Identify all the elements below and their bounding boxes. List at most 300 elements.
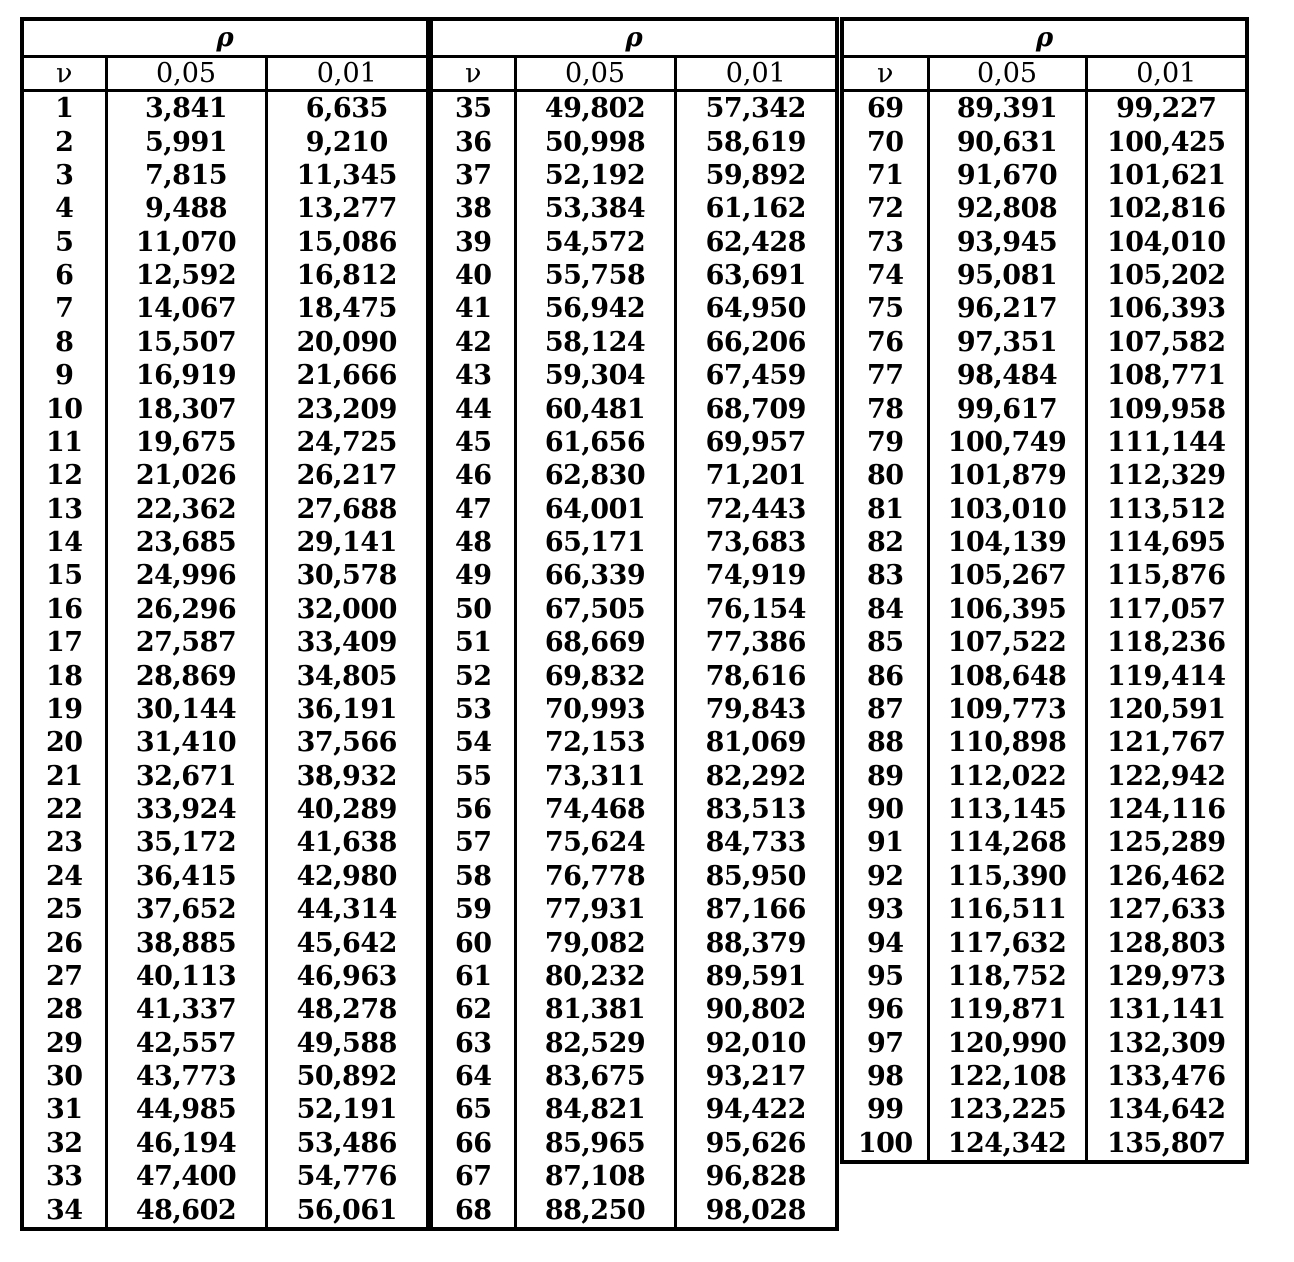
degrees-of-freedom-cell: 84	[866, 593, 904, 625]
degrees-of-freedom-cell: 94	[866, 927, 904, 959]
degrees-of-freedom-cell: 71	[866, 159, 904, 191]
table-row	[22, 459, 428, 492]
degrees-of-freedom-cell: 70	[866, 126, 904, 158]
p005-value-cell: 92,808	[928, 192, 1086, 225]
p005-value-cell: 58,124	[515, 326, 675, 359]
p005-value-cell: 64,001	[515, 493, 675, 526]
table-row	[842, 259, 1247, 292]
p001-value-cell: 85,950	[675, 860, 837, 893]
p001-value-cell: 90,802	[675, 993, 837, 1026]
degrees-of-freedom-cell: 19	[45, 693, 83, 725]
degrees-of-freedom-cell: 39	[454, 226, 492, 258]
table-row	[431, 893, 837, 926]
p001-value-cell: 41,638	[266, 826, 428, 859]
degrees-of-freedom-cell: 72	[866, 193, 904, 225]
table-row	[22, 359, 428, 392]
table-row	[431, 1093, 837, 1126]
degrees-of-freedom-cell: 8	[55, 326, 74, 358]
degrees-of-freedom-cell: 2	[55, 126, 74, 158]
p005-value-cell: 80,232	[515, 960, 675, 993]
p005-value-cell: 114,268	[928, 826, 1086, 859]
table-row	[842, 593, 1247, 626]
table-block-1	[20, 17, 430, 1231]
p001-value-cell: 49,588	[266, 1027, 428, 1060]
p005-value-cell: 40,113	[106, 960, 266, 993]
table-row	[22, 1127, 428, 1160]
p005-value-cell: 96,217	[928, 292, 1086, 325]
p005-value-cell: 68,669	[515, 626, 675, 659]
p005-value-cell: 105,267	[928, 559, 1086, 592]
p005-value-cell: 62,830	[515, 459, 675, 492]
degrees-of-freedom-cell: 23	[45, 827, 83, 859]
table-row	[842, 159, 1247, 192]
degrees-of-freedom-cell: 43	[454, 360, 492, 392]
p005-value-cell: 75,624	[515, 826, 675, 859]
p001-value-cell: 38,932	[266, 760, 428, 793]
table-row	[22, 760, 428, 793]
table-row	[842, 926, 1247, 959]
degrees-of-freedom-cell: 36	[454, 126, 492, 158]
degrees-of-freedom-cell: 9	[55, 360, 74, 392]
p005-value-cell: 43,773	[106, 1060, 266, 1093]
degrees-of-freedom-cell: 10	[45, 393, 83, 425]
table-row	[431, 1127, 837, 1160]
degrees-of-freedom-cell: 13	[45, 493, 83, 525]
p005-value-cell: 31,410	[106, 726, 266, 759]
degrees-of-freedom-cell: 85	[866, 627, 904, 659]
table-row	[842, 559, 1247, 592]
p001-value-cell: 88,379	[675, 926, 837, 959]
p001-value-cell: 134,642	[1086, 1093, 1247, 1126]
table-row	[842, 1027, 1247, 1060]
degrees-of-freedom-cell: 59	[454, 894, 492, 926]
p001-value-cell: 105,202	[1086, 259, 1247, 292]
p005-value-cell: 19,675	[106, 426, 266, 459]
p001-value-cell: 29,141	[266, 526, 428, 559]
table-row	[431, 626, 837, 659]
table-row	[842, 426, 1247, 459]
p005-value-cell: 81,381	[515, 993, 675, 1026]
degrees-of-freedom-cell: 32	[45, 1127, 83, 1159]
degrees-of-freedom-cell: 69	[866, 93, 904, 125]
table-row	[431, 493, 837, 526]
degrees-of-freedom-cell: 42	[454, 326, 492, 358]
p005-value-cell: 26,296	[106, 593, 266, 626]
table-row	[842, 1060, 1247, 1093]
p005-value-cell: 99,617	[928, 392, 1086, 425]
p005-value-cell: 85,965	[515, 1127, 675, 1160]
p005-value-cell: 18,307	[106, 392, 266, 425]
p001-value-cell: 122,942	[1086, 760, 1247, 793]
p001-value-cell: 59,892	[675, 159, 837, 192]
p001-value-cell: 23,209	[266, 392, 428, 425]
p001-value-cell: 77,386	[675, 626, 837, 659]
p005-value-cell: 123,225	[928, 1093, 1086, 1126]
p005-value-cell: 112,022	[928, 760, 1086, 793]
p001-value-cell: 53,486	[266, 1127, 428, 1160]
degrees-of-freedom-cell: 38	[454, 193, 492, 225]
p005-value-cell: 87,108	[515, 1160, 675, 1193]
degrees-of-freedom-cell: 66	[454, 1127, 492, 1159]
p001-value-cell: 129,973	[1086, 960, 1247, 993]
p005-value-cell: 52,192	[515, 159, 675, 192]
p005-value-cell: 91,670	[928, 159, 1086, 192]
degrees-of-freedom-cell: 1	[55, 93, 74, 125]
table-row	[431, 459, 837, 492]
p005-value-cell: 44,985	[106, 1093, 266, 1126]
p005-value-cell: 115,390	[928, 860, 1086, 893]
table-block-2	[429, 17, 839, 1231]
p001-column-header: 0,01	[1086, 57, 1247, 91]
table-row	[431, 392, 837, 425]
p001-value-cell: 61,162	[675, 192, 837, 225]
table-row	[842, 1093, 1247, 1126]
p005-value-cell: 93,945	[928, 226, 1086, 259]
p005-column-header: 0,05	[515, 57, 675, 91]
p001-value-cell: 73,683	[675, 526, 837, 559]
p001-value-cell: 63,691	[675, 259, 837, 292]
degrees-of-freedom-cell: 26	[45, 927, 83, 959]
degrees-of-freedom-cell: 95	[866, 960, 904, 992]
table-row	[842, 760, 1247, 793]
table-row	[22, 192, 428, 225]
p001-value-cell: 83,513	[675, 793, 837, 826]
p001-value-cell: 84,733	[675, 826, 837, 859]
p001-value-cell: 30,578	[266, 559, 428, 592]
rho-header: ρ	[22, 19, 428, 57]
p001-value-cell: 95,626	[675, 1127, 837, 1160]
degrees-of-freedom-cell: 62	[454, 994, 492, 1026]
table-row	[842, 726, 1247, 759]
p001-value-cell: 133,476	[1086, 1060, 1247, 1093]
p001-value-cell: 100,425	[1086, 125, 1247, 158]
p001-value-cell: 26,217	[266, 459, 428, 492]
degrees-of-freedom-cell: 55	[454, 760, 492, 792]
table-row	[842, 1127, 1247, 1162]
degrees-of-freedom-cell: 64	[454, 1061, 492, 1093]
p005-value-cell: 88,250	[515, 1193, 675, 1228]
nu-column-header: ν	[22, 57, 106, 91]
degrees-of-freedom-cell: 49	[454, 560, 492, 592]
p005-value-cell: 69,832	[515, 659, 675, 692]
degrees-of-freedom-cell: 16	[45, 593, 83, 625]
degrees-of-freedom-cell: 50	[454, 593, 492, 625]
degrees-of-freedom-cell: 15	[45, 560, 83, 592]
p001-value-cell: 79,843	[675, 693, 837, 726]
p005-value-cell: 82,529	[515, 1027, 675, 1060]
table-row	[22, 726, 428, 759]
p001-value-cell: 118,236	[1086, 626, 1247, 659]
p005-value-cell: 67,505	[515, 593, 675, 626]
table-row	[22, 659, 428, 692]
degrees-of-freedom-cell: 82	[866, 527, 904, 559]
degrees-of-freedom-cell: 46	[454, 460, 492, 492]
p001-value-cell: 107,582	[1086, 326, 1247, 359]
p005-value-cell: 41,337	[106, 993, 266, 1026]
table-row	[22, 326, 428, 359]
table-row	[22, 526, 428, 559]
p005-value-cell: 72,153	[515, 726, 675, 759]
table-row	[431, 860, 837, 893]
degrees-of-freedom-cell: 80	[866, 460, 904, 492]
p001-value-cell: 81,069	[675, 726, 837, 759]
p001-value-cell: 121,767	[1086, 726, 1247, 759]
table-row	[842, 893, 1247, 926]
p001-value-cell: 89,591	[675, 960, 837, 993]
degrees-of-freedom-cell: 7	[55, 293, 74, 325]
table-row	[431, 559, 837, 592]
table-row	[842, 459, 1247, 492]
p001-value-cell: 128,803	[1086, 926, 1247, 959]
degrees-of-freedom-cell: 6	[55, 260, 74, 292]
table-row	[431, 760, 837, 793]
degrees-of-freedom-cell: 63	[454, 1027, 492, 1059]
table-row	[431, 593, 837, 626]
table-row	[431, 326, 837, 359]
p005-value-cell: 113,145	[928, 793, 1086, 826]
p001-value-cell: 45,642	[266, 926, 428, 959]
table-row	[431, 292, 837, 325]
table-row	[22, 125, 428, 158]
p005-value-cell: 5,991	[106, 125, 266, 158]
p005-value-cell: 84,821	[515, 1093, 675, 1126]
p001-value-cell: 82,292	[675, 760, 837, 793]
table-row	[431, 192, 837, 225]
p001-value-cell: 40,289	[266, 793, 428, 826]
p001-value-cell: 78,616	[675, 659, 837, 692]
table-row	[431, 693, 837, 726]
table-row	[842, 125, 1247, 158]
p001-value-cell: 62,428	[675, 226, 837, 259]
p005-value-cell: 110,898	[928, 726, 1086, 759]
p001-value-cell: 13,277	[266, 192, 428, 225]
table-row	[22, 1093, 428, 1126]
nu-column-header: ν	[842, 57, 928, 91]
rho-header: ρ	[431, 19, 837, 57]
degrees-of-freedom-cell: 60	[454, 927, 492, 959]
p001-value-cell: 34,805	[266, 659, 428, 692]
degrees-of-freedom-cell: 25	[45, 894, 83, 926]
table-row	[22, 860, 428, 893]
degrees-of-freedom-cell: 47	[454, 493, 492, 525]
degrees-of-freedom-cell: 73	[866, 226, 904, 258]
table-row	[22, 493, 428, 526]
rho-header: ρ	[842, 19, 1247, 57]
p001-value-cell: 37,566	[266, 726, 428, 759]
p001-value-cell: 50,892	[266, 1060, 428, 1093]
degrees-of-freedom-cell: 35	[454, 93, 492, 125]
table-row	[431, 659, 837, 692]
degrees-of-freedom-cell: 96	[866, 994, 904, 1026]
degrees-of-freedom-cell: 44	[454, 393, 492, 425]
p005-value-cell: 28,869	[106, 659, 266, 692]
table-row	[431, 1060, 837, 1093]
table-row	[22, 292, 428, 325]
p001-value-cell: 9,210	[266, 125, 428, 158]
p005-value-cell: 76,778	[515, 860, 675, 893]
table-row	[842, 192, 1247, 225]
p005-value-cell: 77,931	[515, 893, 675, 926]
degrees-of-freedom-cell: 18	[45, 660, 83, 692]
p005-value-cell: 36,415	[106, 860, 266, 893]
p005-value-cell: 54,572	[515, 226, 675, 259]
p001-value-cell: 67,459	[675, 359, 837, 392]
p005-value-cell: 38,885	[106, 926, 266, 959]
p001-value-cell: 27,688	[266, 493, 428, 526]
table-row	[22, 1193, 428, 1228]
p005-value-cell: 95,081	[928, 259, 1086, 292]
p001-value-cell: 131,141	[1086, 993, 1247, 1026]
degrees-of-freedom-cell: 41	[454, 293, 492, 325]
degrees-of-freedom-cell: 31	[45, 1094, 83, 1126]
table-row	[431, 526, 837, 559]
degrees-of-freedom-cell: 68	[454, 1194, 492, 1226]
p005-value-cell: 46,194	[106, 1127, 266, 1160]
p005-value-cell: 50,998	[515, 125, 675, 158]
degrees-of-freedom-cell: 86	[866, 660, 904, 692]
degrees-of-freedom-cell: 20	[45, 727, 83, 759]
p005-value-cell: 56,942	[515, 292, 675, 325]
degrees-of-freedom-cell: 52	[454, 660, 492, 692]
p001-value-cell: 108,771	[1086, 359, 1247, 392]
degrees-of-freedom-cell: 56	[454, 794, 492, 826]
p005-column-header: 0,05	[106, 57, 266, 91]
table-row	[842, 359, 1247, 392]
p005-value-cell: 98,484	[928, 359, 1086, 392]
table-row	[431, 359, 837, 392]
table-row	[431, 226, 837, 259]
p001-value-cell: 109,958	[1086, 392, 1247, 425]
p005-value-cell: 27,587	[106, 626, 266, 659]
table-row	[842, 526, 1247, 559]
table-row	[842, 292, 1247, 325]
degrees-of-freedom-cell: 98	[866, 1061, 904, 1093]
p005-value-cell: 47,400	[106, 1160, 266, 1193]
degrees-of-freedom-cell: 28	[45, 994, 83, 1026]
degrees-of-freedom-cell: 76	[866, 326, 904, 358]
degrees-of-freedom-cell: 37	[454, 159, 492, 191]
p005-value-cell: 66,339	[515, 559, 675, 592]
p005-value-cell: 97,351	[928, 326, 1086, 359]
p001-value-cell: 24,725	[266, 426, 428, 459]
table-row	[842, 960, 1247, 993]
table-row	[842, 626, 1247, 659]
p001-value-cell: 135,807	[1086, 1127, 1247, 1162]
p001-value-cell: 96,828	[675, 1160, 837, 1193]
table-row	[842, 392, 1247, 425]
table-row	[431, 826, 837, 859]
table-row	[842, 326, 1247, 359]
table-row	[22, 693, 428, 726]
p005-value-cell: 118,752	[928, 960, 1086, 993]
p005-value-cell: 70,993	[515, 693, 675, 726]
degrees-of-freedom-cell: 77	[866, 360, 904, 392]
table-row	[842, 860, 1247, 893]
degrees-of-freedom-cell: 4	[55, 193, 74, 225]
p005-value-cell: 32,671	[106, 760, 266, 793]
table-row	[22, 960, 428, 993]
p001-value-cell: 11,345	[266, 159, 428, 192]
degrees-of-freedom-cell: 97	[866, 1027, 904, 1059]
p001-value-cell: 98,028	[675, 1193, 837, 1228]
table-row	[842, 659, 1247, 692]
p001-value-cell: 87,166	[675, 893, 837, 926]
degrees-of-freedom-cell: 90	[866, 794, 904, 826]
p001-value-cell: 33,409	[266, 626, 428, 659]
p001-value-cell: 125,289	[1086, 826, 1247, 859]
table-row	[22, 226, 428, 259]
degrees-of-freedom-cell: 24	[45, 860, 83, 892]
degrees-of-freedom-cell: 33	[45, 1161, 83, 1193]
degrees-of-freedom-cell: 51	[454, 627, 492, 659]
degrees-of-freedom-cell: 5	[55, 226, 74, 258]
p001-value-cell: 64,950	[675, 292, 837, 325]
degrees-of-freedom-cell: 99	[866, 1094, 904, 1126]
table-row	[431, 91, 837, 126]
p001-value-cell: 117,057	[1086, 593, 1247, 626]
p005-value-cell: 49,802	[515, 91, 675, 126]
p001-value-cell: 124,116	[1086, 793, 1247, 826]
p001-value-cell: 52,191	[266, 1093, 428, 1126]
p005-value-cell: 109,773	[928, 693, 1086, 726]
p001-value-cell: 58,619	[675, 125, 837, 158]
p005-value-cell: 9,488	[106, 192, 266, 225]
p005-value-cell: 79,082	[515, 926, 675, 959]
degrees-of-freedom-cell: 54	[454, 727, 492, 759]
p001-value-cell: 120,591	[1086, 693, 1247, 726]
p005-column-header: 0,05	[928, 57, 1086, 91]
p001-value-cell: 20,090	[266, 326, 428, 359]
p001-value-cell: 115,876	[1086, 559, 1247, 592]
p005-value-cell: 3,841	[106, 91, 266, 126]
degrees-of-freedom-cell: 88	[866, 727, 904, 759]
degrees-of-freedom-cell: 81	[866, 493, 904, 525]
degrees-of-freedom-cell: 58	[454, 860, 492, 892]
p005-value-cell: 89,391	[928, 91, 1086, 126]
table-block-3	[840, 17, 1249, 1164]
degrees-of-freedom-cell: 61	[454, 960, 492, 992]
table-row	[22, 626, 428, 659]
p005-value-cell: 24,996	[106, 559, 266, 592]
degrees-of-freedom-cell: 40	[454, 260, 492, 292]
p005-value-cell: 122,108	[928, 1060, 1086, 1093]
table-row	[842, 793, 1247, 826]
p001-value-cell: 93,217	[675, 1060, 837, 1093]
p001-value-cell: 54,776	[266, 1160, 428, 1193]
p001-value-cell: 16,812	[266, 259, 428, 292]
p001-value-cell: 74,919	[675, 559, 837, 592]
table-row	[842, 91, 1247, 126]
nu-column-header: ν	[431, 57, 515, 91]
table-row	[842, 993, 1247, 1026]
degrees-of-freedom-cell: 17	[45, 627, 83, 659]
degrees-of-freedom-cell: 93	[866, 894, 904, 926]
table-row	[431, 1160, 837, 1193]
p005-value-cell: 117,632	[928, 926, 1086, 959]
table-row	[431, 960, 837, 993]
table-row	[431, 926, 837, 959]
p001-value-cell: 99,227	[1086, 91, 1247, 126]
p005-value-cell: 124,342	[928, 1127, 1086, 1162]
p001-value-cell: 101,621	[1086, 159, 1247, 192]
p001-value-cell: 127,633	[1086, 893, 1247, 926]
p005-value-cell: 107,522	[928, 626, 1086, 659]
table-row	[22, 259, 428, 292]
table-row	[842, 693, 1247, 726]
table-row	[22, 559, 428, 592]
degrees-of-freedom-cell: 78	[866, 393, 904, 425]
p001-value-cell: 36,191	[266, 693, 428, 726]
